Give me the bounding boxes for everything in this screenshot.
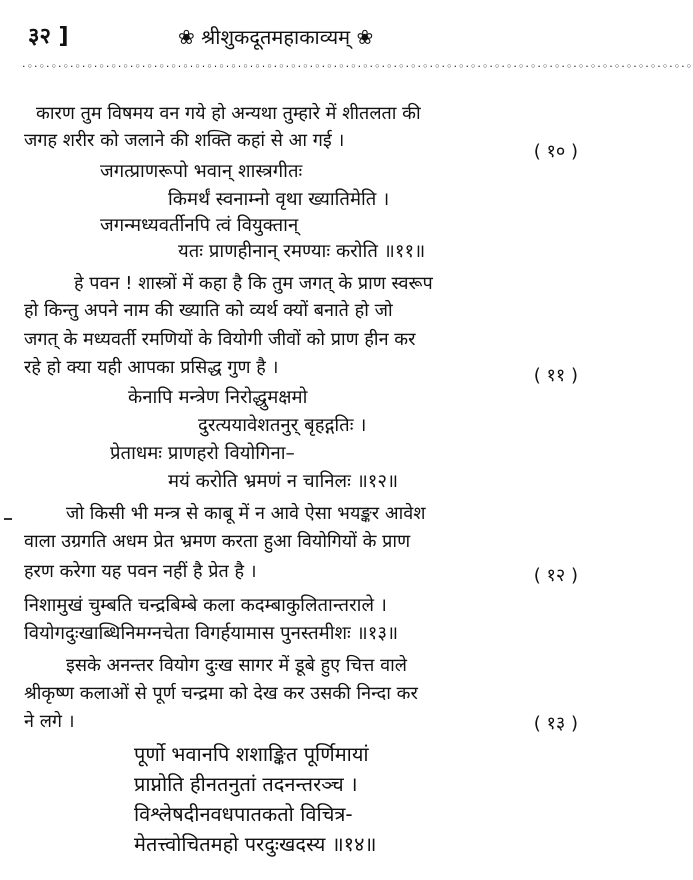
verse-line: दुरत्ययावेशतनुर् बृहद्गतिः ।: [198, 415, 367, 436]
verse-number: ( १३ ): [533, 713, 578, 734]
text-line: ने लगे ।: [24, 711, 75, 732]
text-line: जो किसी भी मन्त्र से काबू में न आवे ऐसा भयङ्कर आवेश: [66, 503, 426, 524]
ornamental-divider: ·◦·◦·◦·◦·◦·◦·◦·◦·◦·◦·◦·◦·◦·◦·◦·◦·◦·◦·◦·◦·◦·◦·◦·◦·◦·◦·◦·◦·◦·◦·◦·◦·◦·◦·◦·◦·◦·◦·◦·◦·◦·◦·◦·◦·◦·◦·◦·◦·◦·◦·◦·◦·◦·◦·◦·◦: [22, 60, 693, 73]
text-line: जगह शरीर को जलाने की शक्ति कहां से आ गई ।: [24, 130, 345, 151]
verse-line: किमर्थं स्वनाम्नो वृथा ख्यातिमेति ।: [168, 189, 390, 210]
text-line: हे पवन ! शास्त्रों में कहा है कि तुम जगत् के प्राण स्वरूप: [74, 273, 433, 294]
verse-number: ( १० ): [533, 141, 578, 162]
verse-line: प्राप्नोति हीनतनुतां तदनन्तरञ्च ।: [134, 772, 358, 796]
verse-line: वियोगदुःखाब्धिनिमग्नचेता विगर्हयामास पुनस्तमीशः ॥१३॥: [24, 623, 399, 644]
verse-line: पूर्णो भवानपि शशाङ्कित पूर्णिमायां: [134, 742, 369, 766]
text-line: कारण तुम विषमय वन गये हो अन्यथा तुम्हारे में शीतलता की: [36, 103, 421, 124]
margin-mark: [4, 518, 12, 520]
verse-number: ( १२ ): [533, 565, 578, 586]
verse-line: केनापि मन्त्रेण निरोद्धुमक्षमो: [128, 387, 308, 408]
text-line: रहे हो क्या यही आपका प्रसिद्ध गुण है ।: [24, 357, 279, 378]
verse-line: प्रेताधमः प्राणहरो वियोगिना–: [110, 443, 295, 464]
page-number: ३२ ]: [28, 24, 69, 49]
verse-number: ( ११ ): [533, 365, 578, 386]
verse-line: निशामुखं चुम्बति चन्द्रबिम्बे कला कदम्बाकुलितान्तराले ।: [24, 595, 387, 616]
text-line: वाला उग्रगति अधम प्रेत भ्रमण करता हुआ वियोगियों के प्राण: [24, 531, 411, 552]
verse-line: यतः प्राणहीनान् रमण्याः करोति ॥११॥: [178, 241, 426, 262]
text-line: जगत् के मध्यवर्ती रमणियों के वियोगी जीवों को प्राण हीन कर: [24, 329, 416, 350]
page-title: ❀ श्रीशुकदूतमहाकाव्यम् ❀: [178, 25, 374, 49]
text-line: श्रीकृष्ण कलाओं से पूर्ण चन्द्रमा को देख कर उसकी निन्दा कर: [24, 683, 418, 704]
verse-line: मेतत्त्वोचितमहो परदुःखदस्य ॥१४॥: [134, 832, 377, 856]
verse-line: विश्लेषदीनवधपातकतो विचित्र-: [134, 802, 353, 826]
verse-line: मयं करोति भ्रमणं न चानिलः ॥१२॥: [168, 471, 399, 492]
text-line: इसके अनन्तर वियोग दुःख सागर में डूबे हुए चित्त वाले: [66, 655, 407, 676]
page-header: [28, 22, 588, 52]
text-line: हो किन्तु अपने नाम की ख्याति को व्यर्थ क्यों बनाते हो जो: [24, 300, 393, 321]
verse-line: जगन्मध्यवर्तीनपि त्वं वियुक्तान्: [100, 215, 299, 236]
text-line: हरण करेगा यह पवन नहीं है प्रेत है ।: [24, 561, 257, 582]
verse-line: जगत्प्राणरूपो भवान् शास्त्रगीतः: [100, 161, 303, 182]
